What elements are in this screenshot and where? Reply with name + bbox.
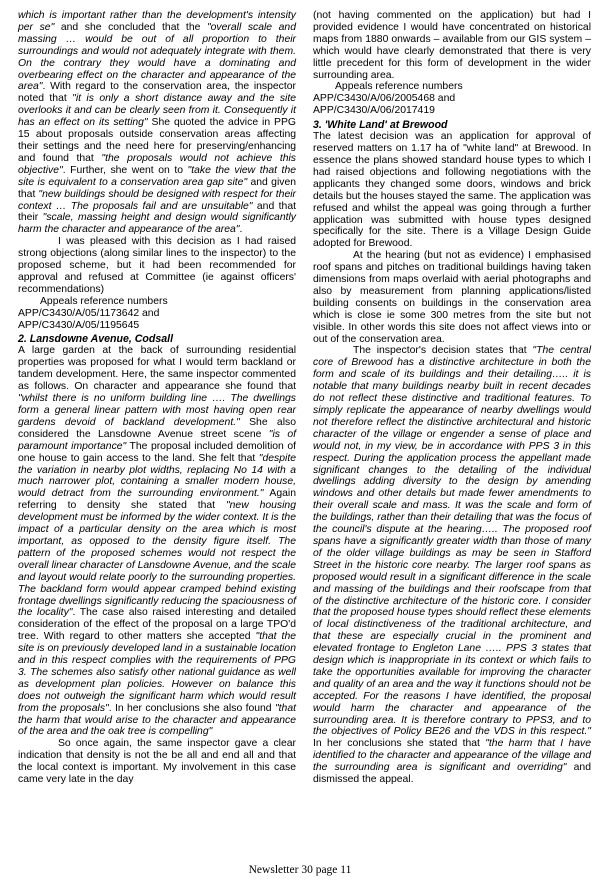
body-text: and she concluded that the — [54, 21, 207, 33]
left-column — [18, 10, 296, 786]
body-text: In her conclusions she stated that — [313, 738, 486, 750]
paragraph-hearing: At the hearing (but not as evidence) I emphasised roof spans and pitches on traditional buildings having taken dimensions from maps overlaid with aerial photographs and also by measurement from planning applications/listed building consents on buildings in the conservation area which is close ie some 300 metres from the site but not visible. In other words this site does not affect views into or out of the conservation area. — [313, 250, 591, 345]
paragraph-density-note: So once again, the same inspector gave a clear indication that density is not the be all and end all and that the local context is important. My involvement in this case came very late in the day — [18, 738, 296, 786]
paragraph-inspector-decision — [313, 345, 591, 786]
quoted-text: "despite the variation in nearby plot widths, replacing No 14 with a much narrower plot, containing a smaller modern house, would detract from the surrounding environment." — [18, 452, 296, 500]
appeal-references-heading: Appeals reference numbers — [335, 81, 463, 93]
quoted-text: "new buildings should be designed with respect for their context … The proposals fail and are unsuitable" — [18, 188, 296, 212]
quoted-text: "is of paramount importance" — [18, 428, 296, 452]
appeal-references-2 — [313, 81, 591, 117]
body-text: She also considered the Lansdowne Avenue street scene — [18, 416, 296, 440]
quoted-text: "new housing development must be informed by the wider context. It is the impact of a particular density on the area which is most important, as opposed to the density figure itself. The pattern of the proposed schemes would not respect the overall linear character of Lansdowne Avenue, and the scale and layout would relate poorly to the surrounding properties. The backland form would appear cramped behind existing frontage dwellings significantly reducing the spaciousness of the locality" — [18, 500, 296, 619]
appeal-reference-line: APP/C3430/A/06/2017419 — [313, 105, 435, 117]
quoted-text: "take the view that the site is equivalent to a conservation area gap site" — [18, 164, 297, 188]
page-footer: Newsletter 30 page 11 — [248, 864, 352, 876]
body-text: and dismissed the appeal. — [313, 762, 591, 786]
quoted-text: "overall scale and massing … would be out of all proportion to their surroundings and would not adequately integrate with them. On the contrary they would have a dominating and overbearing effect on the character and appearance of the area" — [18, 21, 296, 93]
body-text: The proposal included demolition of one house to gain access to the land. She felt that — [18, 440, 296, 464]
body-text: . Further, she went on to — [62, 164, 188, 176]
paragraph-objection-note: I was pleased with this decision as I had raised strong objections (along similar lines to the inspector) to the proposed scheme, but it had been recommended for approval and refused at Committee (ie against officers' recommendations) — [18, 236, 296, 295]
body-text: . The case also raised interesting and detailed consideration of the effect of the proposal on a large TPO'd tree. With regard to other matters she accepted — [18, 607, 297, 643]
appeal-reference-line: APP/C3430/A/05/1195645 — [18, 319, 140, 331]
paragraph-lansdowne-case — [18, 345, 296, 738]
appeal-reference-line: APP/C3430/A/05/1173642 and — [18, 307, 160, 319]
paragraph-brewood-application: The latest decision was an application for approval of reserved matters on 1.17 ha of "white land" at Brewood. In essence the plans showed standard house types to which I had raised objections and following negotiations with the applicants they changed some doors, windows and brick details but the houses stayed the same. The application was refused and whilst the appeal was going through a further application was submitted with house types designed specifically for the site. There is a Village Design Guide adopted for Brewood. — [313, 131, 591, 250]
quoted-text: "scale, massing height and design would significantly harm the character and appearance of the area" — [18, 212, 297, 236]
right-column — [313, 10, 591, 786]
quoted-text: "it is only a short distance away and the site overlooks it and can be clearly seen from it. Consequently it has an effect on its setting" — [18, 93, 296, 129]
quoted-text: "that the site is on previously developed land in a sustainable location and in this respect complies with the requirements of PPG 3. The schemes also satisfy other national guidance as well as development plan policies. However on balance this does not outweigh the significant harm which would result from the proposals" — [18, 631, 296, 714]
section-heading-white-land: 3. 'White Land' at Brewood — [313, 119, 448, 132]
paragraph-inspector-conclusion — [18, 10, 296, 236]
body-text: The inspector's decision states that — [353, 345, 533, 357]
quoted-text: "that the harm that would arise to the character and appearance of the area and the oak tree is compelling" — [18, 702, 296, 738]
quoted-text: "the harm that I have identified to the character and appearance of the village and the surrounding area is significant and overriding" — [313, 738, 592, 774]
body-text: . In her conclusions she also found — [108, 702, 275, 714]
appeal-reference-line: APP/C3430/A/06/2005468 and — [313, 93, 456, 105]
body-text: She quoted the advice in PPG 15 about proposals outside conservation areas affecting their settings and the need here for preserving/enhancing and found that — [18, 117, 296, 164]
quoted-text: "the proposals would not achieve this objective" — [18, 152, 296, 176]
body-text: . — [239, 224, 243, 236]
quoted-text: "whilst there is no uniform building line …. The dwellings form a general linear pattern with most having open rear gardens devoid of backland development." — [18, 393, 296, 428]
body-text: . With regard to the conservation area, the inspector noted that — [18, 81, 296, 105]
body-text: Again referring to density she stated that — [18, 488, 296, 512]
body-text: and that their — [18, 200, 296, 224]
appeal-references-1 — [18, 296, 296, 332]
quoted-text: "The central core of Brewood has a distinctive architecture in both the form and scale of its buildings and their detailing….. it is notable that many buildings nearby built in recent decades do not reflect these distinctive and traditional features. To simply replicate the appearance of nearby dwellings would not therefore reflect the distinctive architectural and historic character of the village or engender a sense of place and would not, in my view, be in accordance with PPS 3 in this respect. During the application process the appellant made significant changes to the detailing of the individual dwellings adding diversity to the design by amending windows and other details but made fewer amendments to their overall scale and mass. It was the scale and form of the buildings, rather than their detailing that was the focus of the council's dispute at the hearing….. The proposed roof spans have a significantly greater width than those of many of the older village buildings as may be seen in Stafford Street in the historic core nearby. The larger roof spans as proposed would result in a significant difference in the scale and massing of the buildings and their roofscape from that of the distinctive architecture of the historic core. I consider that the proposed house types should reflect these elements of local distinctiveness of the traditional architecture, and that these are especially crucial in the prominent and elevated frontage to Engleton Lane ….. PPS 3 states that design which is inappropriate in its context or which fails to take the opportunities available for improving the character and quality of an area and the way it functions should not be accepted. For the reasons I have identified, the proposal would harm the character and appearance of the surrounding area. It is therefore contrary to PPS3, and to the objectives of Policy BE26 and the VDS in this respect." — [313, 345, 592, 738]
quoted-text: which is important rather than the development's intensity per se" — [18, 10, 296, 33]
appeal-references-heading: Appeals reference numbers — [40, 295, 168, 307]
body-text: and given that — [18, 176, 297, 200]
section-heading-lansdowne: 2. Lansdowne Avenue, Codsall — [18, 333, 174, 346]
body-text: A large garden at the back of surrounding residential properties was proposed for what I would term backland or tandem development. Here, the same inspector commented as follows. On character and appearance she found that — [18, 345, 296, 393]
paragraph-historical-maps: (not having commented on the application) but had I provided evidence I would have concentrated on historical maps from 1880 onwards – available from our GIS system – which would have clearly demonstrated that there is very little precedent for this form of development in the wider surrounding area. — [313, 10, 591, 81]
